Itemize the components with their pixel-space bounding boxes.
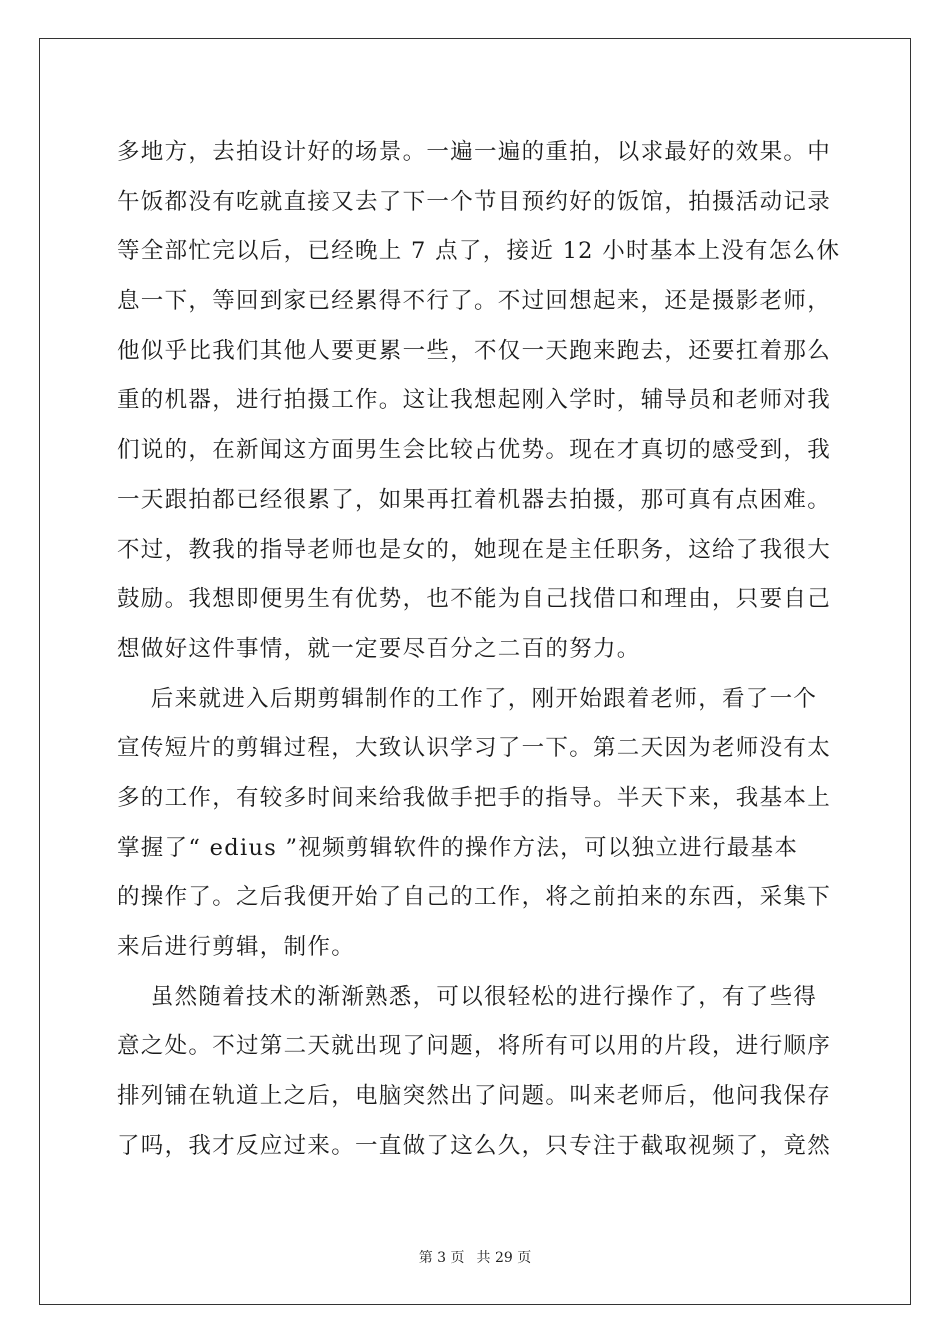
- page-total: 共 29 页: [476, 1250, 532, 1266]
- text-line: 等全部忙完以后，已经晚上 7 点了，接近 12 小时基本上没有怎么休: [117, 238, 841, 265]
- text-line: 重的机器，进行拍摄工作。这让我想起刚入学时，辅导员和老师对我: [117, 387, 832, 414]
- text-line: 后来就进入后期剪辑制作的工作了，刚开始跟着老师，看了一个: [117, 685, 818, 712]
- text-line: 们说的，在新闻这方面男生会比较占优势。现在才真切的感受到，我: [117, 437, 832, 464]
- page-footer: [0, 1247, 950, 1267]
- text-line: 了吗，我才反应过来。一直做了这么久，只专注于截取视频了，竟然: [117, 1132, 832, 1159]
- document-body: [117, 128, 841, 1171]
- text-line: 午饭都没有吃就直接又去了下一个节目预约好的饭馆，拍摄活动记录: [117, 188, 832, 215]
- text-line: 宣传短片的剪辑过程，大致认识学习了一下。第二天因为老师没有太: [117, 735, 832, 762]
- text-line: 的操作了。之后我便开始了自己的工作，将之前拍来的东西，采集下: [117, 884, 832, 911]
- text-line: 想做好这件事情，就一定要尽百分之二百的努力。: [117, 635, 641, 662]
- text-line: 掌握了“ edius ”视频剪辑软件的操作方法，可以独立进行最基本: [117, 834, 799, 861]
- text-line: 不过，教我的指导老师也是女的，她现在是主任职务，这给了我很大: [117, 536, 832, 563]
- text-line: 虽然随着技术的渐渐熟悉，可以很轻松的进行操作了，有了些得: [117, 983, 818, 1010]
- text-line: 一天跟拍都已经很累了，如果再扛着机器去拍摄，那可真有点困难。: [117, 486, 832, 513]
- text-line: 多的工作，有较多时间来给我做手把手的指导。半天下来，我基本上: [117, 784, 832, 811]
- text-line: 意之处。不过第二天就出现了问题，将所有可以用的片段，进行顺序: [117, 1033, 832, 1060]
- text-line: 来后进行剪辑，制作。: [117, 934, 356, 960]
- text-line: 他似乎比我们其他人要更累一些，不仅一天跑来跑去，还要扛着那么: [117, 337, 832, 364]
- page-number: 第 3 页: [418, 1250, 465, 1266]
- text-line: 息一下，等回到家已经累得不行了。不过回想起来，还是摄影老师，: [117, 288, 832, 315]
- text-line: 排列铺在轨道上之后，电脑突然出了问题。叫来老师后，他问我保存: [117, 1083, 832, 1110]
- text-line: 鼓励。我想即便男生有优势，也不能为自己找借口和理由，只要自己: [117, 586, 832, 613]
- text-line: 多地方，去拍设计好的场景。一遍一遍的重拍，以求最好的效果。中: [117, 139, 832, 165]
